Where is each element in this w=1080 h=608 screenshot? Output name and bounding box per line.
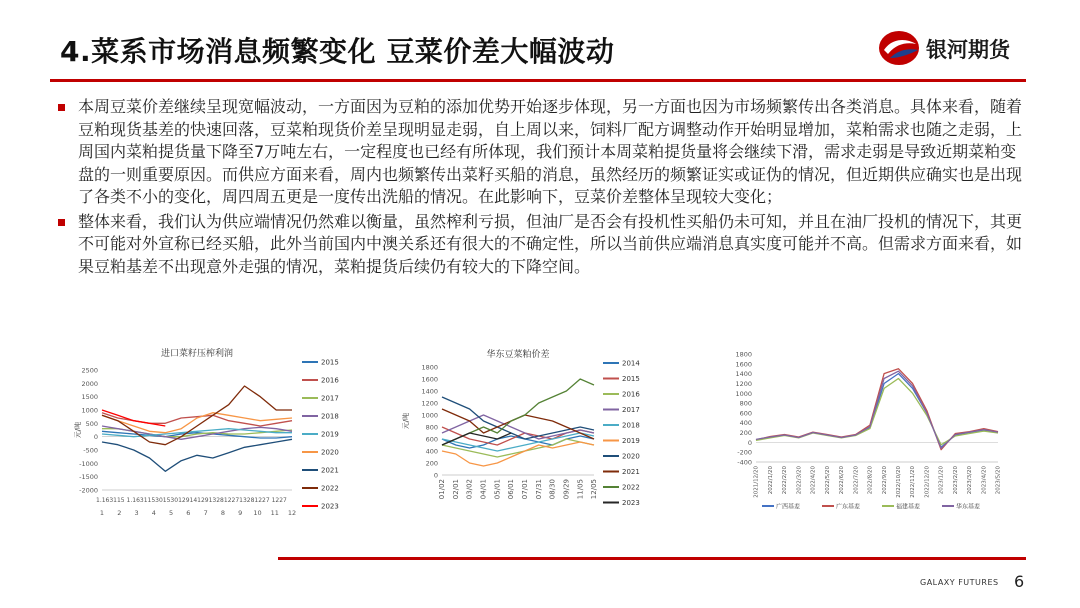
- y-tick-label: -200: [737, 448, 752, 457]
- east-china-meal-spread-chart: [398, 345, 660, 520]
- footer-brand: GALAXY FUTURES: [920, 578, 999, 587]
- y-tick-label: 1400: [735, 370, 752, 379]
- x-tick-label: 09/29: [562, 479, 571, 500]
- x-tick-label: 2023/4/20: [981, 466, 988, 495]
- x-tick-label: 1: [99, 509, 105, 517]
- legend-label: 2015: [321, 358, 339, 367]
- x-tick-label: 03/02: [465, 479, 474, 500]
- legend-label: 2023: [321, 502, 339, 511]
- x-tick-label: 2023/1/20: [938, 466, 945, 495]
- logo-text: 银河期货: [926, 38, 1010, 62]
- legend-label: 福建基差: [896, 503, 921, 511]
- x-tick-label: 12/05: [590, 479, 599, 500]
- bullet-text: 整体来看，我们认为供应端情况仍然难以衡量，虽然榨利亏损，但油厂是否会有投机性买船仍未可知，并且在油厂投机的情况下，其更不可能对外宣称已经买船，此外当前国内中澳关系还有很大的不确定性，所以当前供应端消息真实度可能并不高。但需求方面来看，如果豆粕基差不出现意外走强的情况，菜粕提货后续仍有较大的下降空间。: [78, 211, 1023, 276]
- legend-label: 2020: [622, 452, 640, 461]
- bullet-square-icon: [58, 104, 65, 111]
- legend-label: 广东基差: [836, 503, 861, 511]
- y-tick-label: 1500: [81, 393, 98, 402]
- x-tick-label: 12: [287, 509, 297, 517]
- y-tick-label: 600: [739, 409, 752, 418]
- legend-label: 2022: [321, 484, 339, 493]
- x-tick-label: 07/01: [521, 479, 530, 500]
- legend-label: 广西基差: [776, 503, 801, 511]
- legend-label: 2019: [321, 430, 339, 439]
- legend-label: 2018: [321, 412, 339, 421]
- y-tick-label: 2500: [81, 366, 98, 375]
- y-tick-label: 400: [425, 447, 438, 456]
- y-tick-label: 400: [739, 419, 752, 428]
- page-title: 4.菜系市场消息频繁变化 豆菜价差大幅波动: [60, 35, 615, 68]
- y-tick-label: 1800: [421, 363, 438, 372]
- legend-label: 2021: [622, 468, 640, 476]
- x-tick-row1: 1.163115 1.163115301530129141291328122713281227 1227: [96, 497, 287, 504]
- x-tick-label: 2022/3/20: [796, 466, 803, 495]
- footer-divider: [278, 557, 1026, 560]
- series-line: [442, 442, 594, 466]
- y-tick-label: 500: [85, 419, 98, 428]
- x-tick-label: 6: [186, 509, 191, 517]
- y-tick-label: 1600: [421, 375, 438, 384]
- x-tick-label: 2022/7/20: [853, 466, 860, 495]
- x-tick-label: 7: [203, 509, 208, 517]
- y-tick-label: 1800: [735, 350, 752, 359]
- x-tick-label: 11: [270, 509, 279, 517]
- x-tick-label: 10: [253, 509, 262, 517]
- regional-basis-chart: [728, 342, 1028, 520]
- x-tick-label: 02/01: [451, 479, 460, 500]
- x-tick-label: 01/02: [438, 479, 447, 500]
- y-tick-label: 0: [93, 433, 98, 442]
- y-tick-label: -500: [83, 446, 98, 455]
- x-tick-label: 2022/5/20: [824, 466, 831, 495]
- legend-label: 2014: [622, 359, 640, 368]
- bullet-item: [56, 96, 1026, 209]
- x-tick-label: 9: [238, 509, 243, 517]
- y-tick-label: 2000: [81, 379, 98, 388]
- x-tick-label: 2022/10/20: [896, 466, 903, 498]
- page-number: 6: [1014, 572, 1025, 591]
- y-axis-label: 元/吨: [74, 421, 82, 439]
- galaxy-logo-icon: [876, 28, 922, 68]
- bullet-square-icon: [58, 219, 65, 226]
- import-rapeseed-crush-margin-chart: [70, 340, 370, 520]
- legend-label: 2021: [321, 466, 339, 475]
- x-tick-label: 07/31: [534, 479, 543, 500]
- legend-label: 2017: [321, 394, 339, 403]
- y-axis-label: 元/吨: [402, 412, 410, 430]
- legend-label: 2020: [321, 448, 339, 457]
- y-tick-label: 600: [425, 435, 438, 444]
- y-tick-label: 1200: [735, 379, 752, 388]
- legend-label: 2018: [622, 421, 640, 430]
- legend-label: 2019: [622, 437, 640, 445]
- chart-title: 华东豆菜粕价差: [486, 350, 550, 360]
- y-tick-label: 200: [739, 429, 752, 438]
- x-tick-label: 06/01: [507, 479, 516, 500]
- series-line: [756, 379, 998, 445]
- series-line: [102, 439, 292, 471]
- x-tick-label: 2022/2/20: [782, 466, 789, 495]
- x-tick-label: 2022/9/20: [881, 466, 888, 495]
- x-tick-label: 04/01: [479, 479, 488, 500]
- x-tick-label: 4: [151, 509, 156, 517]
- y-tick-label: 1000: [735, 389, 752, 398]
- x-tick-label: 2021/12/20: [753, 466, 760, 498]
- x-tick-label: 5: [169, 509, 174, 517]
- bullet-item: [56, 211, 1026, 279]
- legend-label: 华东基差: [956, 503, 981, 511]
- legend-label: 2017: [622, 406, 640, 414]
- x-tick-label: 2022/6/20: [839, 466, 846, 495]
- x-tick-label: 2023/3/20: [967, 466, 974, 495]
- chart-title: 进口菜籽压榨利润: [160, 349, 234, 359]
- bullet-text: 本周豆菜价差继续呈现宽幅波动，一方面因为豆粕的添加优势开始逐步体现，另一方面也因为市场频繁传出各类消息。具体来看，随着豆粕现货基差的快速回落，豆菜粕现货价差呈现明显走弱，自上周以来，饲料厂配方调整动作开始明显增加，菜粕需求也随之走弱，上周国内菜粕提货量下降至7万吨左右，一定程度也已经有所体现，我们预计本周菜粕提货量将会继续下滑，需求走弱是导致近期菜粕变盘的一则重要原因。而供应方面来看，周内也频繁传出菜籽买船的消息，虽然经历的频繁证实或证伪的情况，但近期供应确实也是出现了各类不小的变化，周四周五更是一度传出洗船的情况。在此影响下，豆菜价差整体呈现较大变化；: [78, 97, 1023, 206]
- y-tick-label: 800: [425, 423, 438, 432]
- x-tick-label: 2023/2/20: [952, 466, 959, 495]
- y-tick-label: -1000: [79, 459, 98, 468]
- y-tick-label: 1000: [421, 411, 438, 420]
- x-tick-label: 3: [134, 509, 139, 517]
- x-tick-label: 2023/5/20: [995, 466, 1002, 495]
- x-tick-label: 2022/8/20: [867, 466, 874, 495]
- x-tick-label: 2022/4/20: [810, 466, 817, 495]
- y-tick-label: 0: [747, 438, 752, 447]
- y-tick-label: 0: [433, 471, 438, 480]
- x-tick-label: 08/30: [548, 479, 557, 500]
- legend-label: 2016: [622, 390, 640, 399]
- y-tick-label: 200: [425, 459, 438, 468]
- y-tick-label: -400: [737, 458, 752, 467]
- x-tick-label: 2: [117, 509, 122, 517]
- y-tick-label: 1400: [421, 387, 438, 396]
- x-tick-label: 11/05: [576, 479, 585, 500]
- x-tick-label: 2022/1/20: [767, 466, 774, 495]
- y-tick-label: -1500: [79, 473, 98, 482]
- y-tick-label: 1200: [421, 399, 438, 408]
- x-tick-label: 8: [220, 509, 225, 517]
- bullet-list: [56, 96, 1026, 280]
- y-tick-label: 1000: [81, 406, 98, 415]
- x-tick-label: 2022/12/20: [924, 466, 931, 498]
- x-tick-label: 05/01: [493, 479, 502, 500]
- y-tick-label: 800: [739, 399, 752, 408]
- legend-label: 2022: [622, 483, 640, 492]
- y-tick-label: 1600: [735, 360, 752, 369]
- title-divider: [50, 79, 1026, 82]
- y-tick-label: -2000: [79, 486, 98, 495]
- legend-label: 2016: [321, 376, 339, 385]
- legend-label: 2023: [622, 499, 640, 507]
- x-tick-label: 2022/11/20: [910, 466, 917, 498]
- logo: [876, 28, 1026, 68]
- legend-label: 2015: [622, 375, 640, 383]
